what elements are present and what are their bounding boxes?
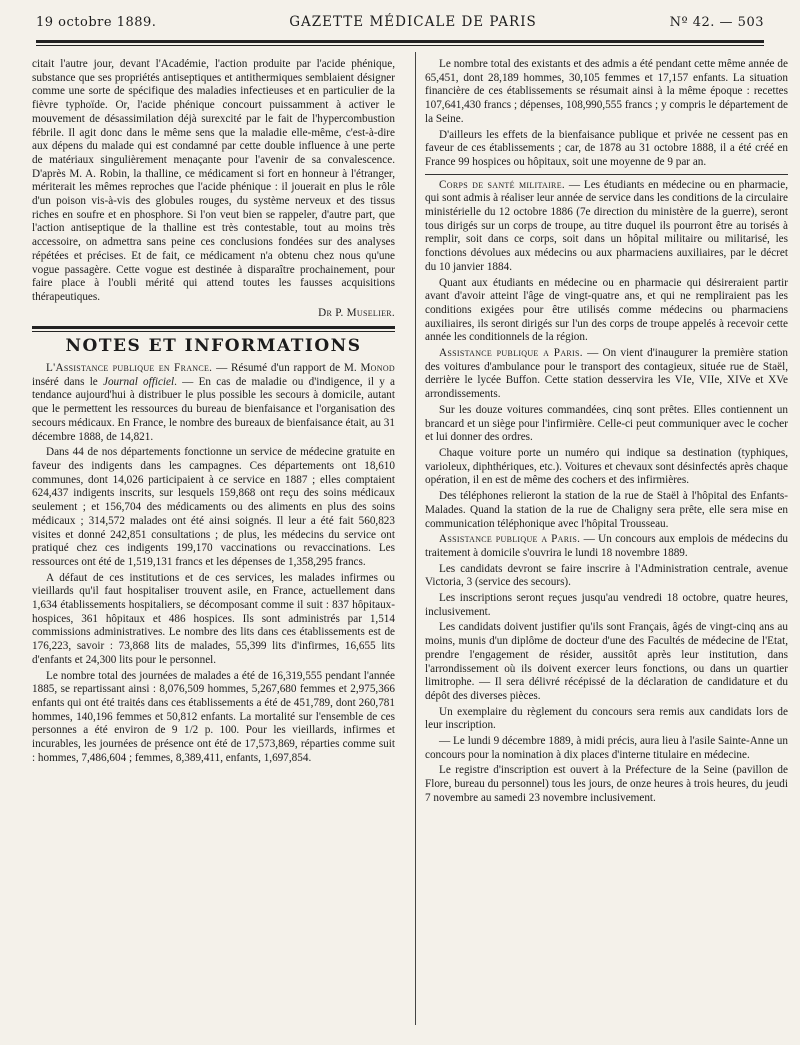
notes-paragraph: Sur les douze voitures commandées, cinq sont prêtes. Elles contiennent un brancard et un siège pour l'infirmière. Celle-ci peut communiquer avec le cocher et lui donner des ordres.	[425, 403, 788, 444]
notes-paragraph: Les candidats devront se faire inscrire à l'Administration centrale, avenue Victoria, 3 (service des secours).	[425, 562, 788, 589]
article-continuation: citait l'autre jour, devant l'Académie, l'action produite par l'acide phénique, substance que ses propriétés antiseptiques et antithermiques semblaient désigner comme une sorte de spécifique des maladies infectieuses et en particulier de la fièvre typhoïde. Or, l'acide phénique concourt puissamment à activer le mouvement de désassimilation déjà surexcité par le fait de l'hypercombustion fébrile. Il agit donc dans le même sens que la maladie elle-même, c'est-à-dire aux dépens du malade qui est condamné par cette double influence à une perte de matériaux singulièrement menaçante pour l'avenir de sa convalescence. D'après M. A. Robin, la thalline, ce médicament si fort en honneur à l'étranger, mériterait les mêmes reproches que l'acide phénique : il jouerait en plus le rôle d'un poison vis-à-vis des globules rouges, du système nerveux et des tissus riches en soufre et en phosphore. Si l'on veut bien se rappeler, d'autre part, que l'action antiseptique de la thalline est très contestable, tout au moins très accessoire, on admettra sans peine ces conclusions fondées sur des analyses répétées et précises. Et de fait, ce médicament n'a obtenu chez nous qu'une vogue passagère. Cette vogue est destinée à disparaître prochainement, pour faire place à l'oubli mérité qui attend toutes les fausses acquisitions thérapeutiques.	[32, 58, 395, 303]
notes-paragraph: Le nombre total des existants et des admis a été pendant cette même année de 65,451, dont 28,189 hommes, 30,105 femmes et 17,157 enfants. La situation financière de ces établissements se résumait ainsi à la même époque : recettes 107,641,430 francs ; dépenses, 108,990,555 francs ; y compris le département de la Seine.	[425, 58, 788, 125]
section-rule-thin	[32, 331, 395, 332]
notes-paragraph: Les inscriptions seront reçues jusqu'au vendredi 18 octobre, quatre heures, inclusivement.	[425, 592, 788, 618]
column-divider	[415, 52, 416, 1025]
left-column	[32, 58, 395, 767]
header-rule-thick	[36, 40, 764, 43]
right-column	[425, 58, 788, 808]
issue-date: 19 octobre 1889.	[36, 15, 157, 30]
notes-paragraph: Chaque voiture porte un numéro qui indique sa destination (typhiques, varioleux, diphthériques, etc.). Voitures et chevaux sont désinfectés après chaque opération, il en est de même des cochers et des infirmières.	[425, 446, 788, 487]
notes-paragraph: — Le lundi 9 décembre 1889, à midi précis, aura lieu à l'asile Sainte-Anne un concours pour la nomination à dix places d'interne titulaire en médecine.	[425, 735, 788, 761]
notes-text: — Résumé d'un rapport de M.	[212, 362, 361, 375]
notes-paragraph: D'ailleurs les effets de la bienfaisance publique et privée ne cessent pas en faveur de ces établissements ; car, de 1878 au 31 octobre 1888, il a été créé en France 99 hospices ou hôpitaux, soit une moyenne de 9 par an.	[425, 128, 788, 168]
notes-text: — On vient d'inaugurer la première station des voitures d'ambulance pour le transport des contagieux, située rue de Staël, derrière le lycée Buffon. Cette station desservira les VIe, VIIe, XIVe et XVe arrondissements.	[425, 347, 788, 401]
notes-lead: Assistance publique a Paris.	[439, 533, 581, 546]
section-rule-thick	[32, 326, 395, 329]
notes-paragraph: Le nombre total des journées de malades a été de 16,319,555 pendant l'année 1885, se repartissant ainsi : 8,076,509 hommes, 5,267,680 femmes et 2,975,366 enfants qui ont été traités dans ces établissements a été de 451,789, dont 260,781 hommes, 140,196 femmes et 50,812 enfants. La mortalité sur l'ensemble de ces personnes a été environ de 9 1/2 p. 100. Pour les vieillards, infirmes et incurables, les journées de présence ont été de 17,573,869, réparties comme suit : hommes, 7,486,604 ; femmes, 8,389,411, enfants, 1,697,854.	[32, 669, 395, 764]
header-rule-thin	[36, 45, 764, 46]
notes-lead: L'Assistance publique en France.	[46, 362, 213, 375]
notes-lead: Assistance publique a Paris.	[439, 347, 583, 360]
notes-journal: Journal officiel	[103, 375, 175, 388]
notes-paragraph: Quant aux étudiants en médecine ou en pharmacie qui désireraient partir avant d'avoir atteint l'âge de vingt-quatre ans, et qui ne rempliraient pas les conditions exigées pour être utilisés comme médecins ou pharmaciens auxiliaires, ils seront dirigés sur l'un des corps de troupe appelés à recevoir cette année les conditionnels de la région.	[425, 276, 788, 344]
notes-paragraph: Dans 44 de nos départements fonctionne un service de médecine gratuite en faveur des indigents dans les campagnes. Ces départements ont 18,610 communes, dont 14,026 participaient à ce service en 1887 ; elles comptaient 624,437 indigents inscrits, sur lesquels 159,868 ont reçu des soins médicaux seulement ; et 156,704 des médicaments ou des aliments en plus des soins médicaux ; 314,572 malades ont été ainsi soignés. Il leur a été fait 560,823 visites et donné 242,851 consultations ; de plus, les médecins du service ont pratiqué chez ces indigents 199,170 vaccinations ou revaccinations. Les ressources ont été de 1,519,131 francs et les dépenses de 1,358,295 francs.	[32, 446, 395, 568]
notes-paragraph	[425, 179, 788, 275]
notes-paragraph: Les candidats doivent justifier qu'ils sont Français, âgés de vingt-cinq ans au moins, munis d'un diplôme de docteur d'une des Facultés de médecine de l'Etat, prendre l'engagement de résider, aussitôt après leur institution, dans l'arrondissement où ils doivent exercer leurs fonctions, ou dans un quartier limitrophe. — Il sera délivré récépissé de la déclaration de candidature et du dépôt des diverses pièces.	[425, 621, 788, 702]
item-divider	[425, 174, 788, 175]
notes-paragraph: Le registre d'inscription est ouvert à la Préfecture de la Seine (pavillon de Flore, bureau du personnel) tous les jours, de onze heures à trois heures, du jeudi 7 novembre au samedi 23 novembre inclusivement.	[425, 764, 788, 804]
notes-paragraph	[425, 533, 788, 560]
notes-paragraph: A défaut de ces institutions et de ces services, les malades infirmes ou vieillards qu'il faut hospitaliser trouvent asile, en France, actuellement dans 1,634 établissements hospitaliers, se décomposant comme il suit : 837 hôpitaux-hospices, 361 hôpitaux et 486 hospices. Ils sont administrés par 1,514 commissions administratives. Le nombre des lits dans ces établissements est de 176,223, savoir : 73,868 lits de malades, 55,399 lits d'infirmes, 16,655 lits d'enfants et 24,300 lits pour le personnel.	[32, 571, 395, 666]
notes-text: . — En cas de maladie ou d'indigence, il y a tendance aujourd'hui à distribuer le plus possible les secours à domicile, autant que le permettent les ressources du bureau de bienfaisance et l'organisation des secours médicaux. En France, le nombre des bureaux de bienfaisance était, au 31 décembre 1888, de 14,821.	[32, 375, 395, 443]
issue-number: Nº 42. — 503	[669, 15, 764, 30]
section-title: NOTES ET INFORMATIONS	[65, 336, 362, 357]
notes-text: — Un concours aux emplois de médecins du traitement à domicile s'ouvrira le lundi 18 novembre 1889.	[425, 533, 789, 559]
notes-paragraph: Des téléphones relieront la station de la rue de Staël à l'hôpital des Enfants-Malades. Quand la station de la rue de Chaligny sera prête, elle sera mise en communication téléphonique avec l'hôpital Trousseau.	[425, 490, 788, 530]
notes-text: — Les étudiants en médecine ou en pharmacie, qui sont admis à réaliser leur année de service dans les conditions de la circulaire ministérielle du 12 octobre 1886 (7e direction du ministère de la guerre), seront tous dirigés sur un corps de troupe, au titre duquel ils pourront être au torisés à remplir, soit dans ce corps, soit dans un hôpital militaire ou militarisé, les fonctions dévolues aux médecins ou aux pharmaciens auxiliaires, par le décret du 10 janvier 1884.	[425, 178, 789, 273]
notes-text: inséré dans le	[32, 375, 103, 388]
notes-paragraph	[32, 362, 395, 444]
notes-lead: Corps de santé militaire.	[439, 178, 565, 191]
author-signature: Dr P. Muselier.	[318, 306, 395, 319]
notes-author: Monod	[360, 362, 395, 375]
notes-paragraph: Un exemplaire du règlement du concours sera remis aux candidats lors de leur inscription.	[425, 705, 788, 732]
journal-title: GAZETTE MÉDICALE DE PARIS	[289, 14, 537, 30]
page-header	[36, 14, 764, 36]
notes-paragraph	[425, 347, 788, 402]
